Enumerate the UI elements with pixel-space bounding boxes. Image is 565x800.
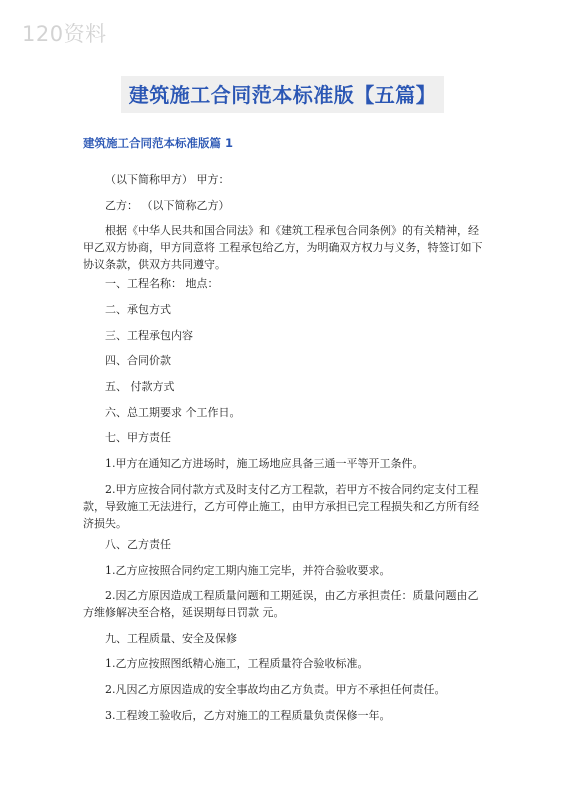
clause-9-item-3: 3.工程竣工验收后，乙方对施工的工程质量负责保修一年。 xyxy=(105,709,391,722)
clause-2-heading: 二、承包方式 xyxy=(105,303,171,316)
clause-7-item-1: 1.甲方在通知乙方进场时，施工场地应具备三通一平等开工条件。 xyxy=(105,457,424,470)
preamble-paragraph: 根据《中华人民共和国合同法》和《建筑工程承包合同条例》的有关精神，经甲乙双方协商，甲方同意将 工程承包给乙方，为明确双方权力与义务，特签订如下协议条款，供双方共同遵守。 xyxy=(83,224,483,271)
party-a-line: （以下简称甲方） 甲方： xyxy=(105,173,230,186)
clause-5-heading: 五、 付款方式 xyxy=(105,380,175,393)
clause-7-heading: 七、甲方责任 xyxy=(105,431,171,444)
clause-8-item-2: 2.因乙方原因造成工程质量问题和工期延误，由乙方承担责任：质量问题由乙方维修解决至合格，延误期每日罚款 元。 xyxy=(83,589,479,619)
clause-7-item-2: 2.甲方应按合同付款方式及时支付乙方工程款，若甲方不按合同约定支付工程款，导致施工无法进行，乙方可停止施工，由甲方承担已完工程损失和乙方所有经济损失。 xyxy=(83,483,479,530)
clause-8-item-1: 1.乙方应按照合同约定工期内施工完毕，并符合验收要求。 xyxy=(105,564,391,577)
clause-3-heading: 三、工程承包内容 xyxy=(105,329,193,342)
watermark: 120资料 xyxy=(22,22,107,46)
clause-8-heading: 八、乙方责任 xyxy=(105,538,171,551)
document-title xyxy=(0,76,565,113)
clause-6-heading: 六、总工期要求 个工作日。 xyxy=(105,406,241,419)
clause-4-heading: 四、合同价款 xyxy=(105,354,171,367)
clause-9-item-2: 2.凡因乙方原因造成的安全事故均由乙方负责。甲方不承担任何责任。 xyxy=(105,683,446,696)
clause-9-item-1: 1.乙方应按照图纸精心施工，工程质量符合验收标准。 xyxy=(105,657,369,670)
clause-9-heading: 九、工程质量、安全及保修 xyxy=(105,632,237,645)
section-heading: 建筑施工合同范本标准版篇 1 xyxy=(83,136,234,150)
party-b-line: 乙方： （以下简称乙方） xyxy=(105,199,230,212)
clause-1-heading: 一、工程名称： 地点： xyxy=(105,277,219,290)
document-title-text: 建筑施工合同范本标准版【五篇】 xyxy=(121,76,445,113)
